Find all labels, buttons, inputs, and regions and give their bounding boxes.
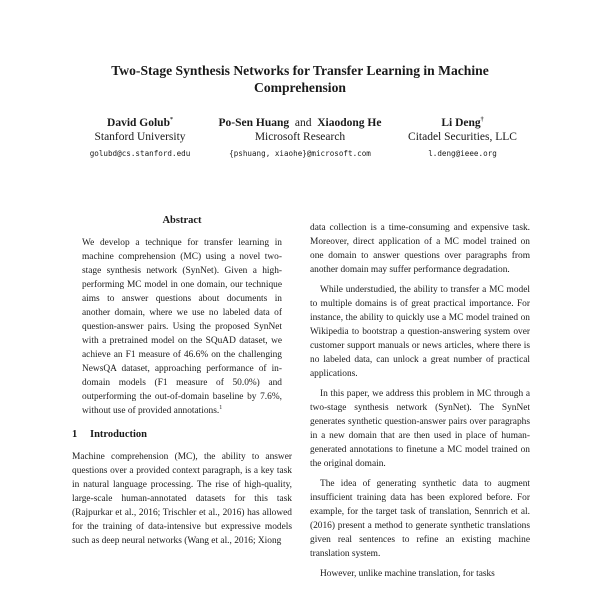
abstract-heading: Abstract: [162, 215, 202, 226]
paragraph: The idea of generating synthetic data to augment insufficient training data has been explored before. For example, for the target task of translation, Sennrich et al. (2016) present a method to generate synthetic translations given real sentences to refine an existing machine translation system.: [310, 479, 530, 559]
paragraph: While understudied, the ability to transfer a MC model to multiple domains is of great practical importance. For instance, the ability to quickly use a MC model trained on Wikipedia to bootstrap a question-answering system over customer support manuals or news articles, where there is no labeled data, can unlock a great number of practical applications.: [310, 285, 530, 379]
author-email: l.deng@ieee.org: [428, 149, 497, 158]
author-email: {pshuang, xiaohe}@microsoft.com: [229, 149, 371, 158]
footnote-mark: 1: [219, 404, 223, 411]
author-name: Li Deng†: [441, 117, 484, 129]
author-name: Po-Sen Huang and Xiaodong He: [218, 117, 382, 129]
intro-paragraph: Machine comprehension (MC), the ability to answer questions over a provided context paragraph, is a key task in natural language processing. The rise of high-quality, large-scale human-annotated datasets for this task (Rajpurkar et al., 2016; Trischler et al., 2016) has allowed for the training of data-intensive but expressive models such as deep neural networks (Wang et al., 2016; Xiong: [72, 452, 292, 546]
paragraph: In this paper, we address this problem in MC through a two-stage synthesis network (SynNet). The SynNet generates synthetic question-answer pairs over paragraphs in a new domain that are then used in place of human-generated annotations to finetune a MC model trained on the original domain.: [310, 389, 530, 469]
author-email: golubd@cs.stanford.edu: [89, 149, 191, 158]
author-affiliation: Microsoft Research: [254, 131, 346, 143]
paper-title: [60, 62, 540, 96]
section-heading-introduction: 1 Introduction: [72, 429, 147, 440]
author-affiliation: Citadel Securities, LLC: [408, 131, 517, 143]
author-block-huang-he: [200, 116, 400, 161]
author-block-golub: [85, 116, 195, 161]
paper-title-line-1: Two-Stage Synthesis Networks for Transfer Learning in Machine: [111, 63, 489, 78]
paper-title-line-2: Comprehension: [254, 80, 346, 95]
author-affiliation: Stanford University: [94, 131, 186, 143]
author-block-deng: [395, 116, 530, 161]
right-column: [310, 221, 530, 581]
left-column: [72, 214, 292, 548]
abstract-text: We develop a technique for transfer learning in machine comprehension (MC) using a novel two-stage synthesis network (SynNet). Given a high-performing MC model in one domain, our technique aims to answer questions about documents in another domain, where we use no labeled data of question-answer pairs. Using the proposed SynNet with a pretrained model on the SQuAD dataset, we achieve an F1 measure of 46.6% on the challenging NewsQA dataset, approaching performance of in-domain models (F1 measure of 50.0%) and outperforming the out-of-domain baseline by 7.6%, without use of provided annotations.$^1$: [82, 238, 282, 416]
paragraph: data collection is a time-consuming and expensive task. Moreover, direct application of a MC model trained on one domain to answer questions over paragraphs from another domain may suffer performance degradation.: [310, 223, 530, 275]
author-name: David Golub*: [107, 117, 173, 129]
paragraph: However, unlike machine translation, for tasks: [320, 569, 495, 579]
